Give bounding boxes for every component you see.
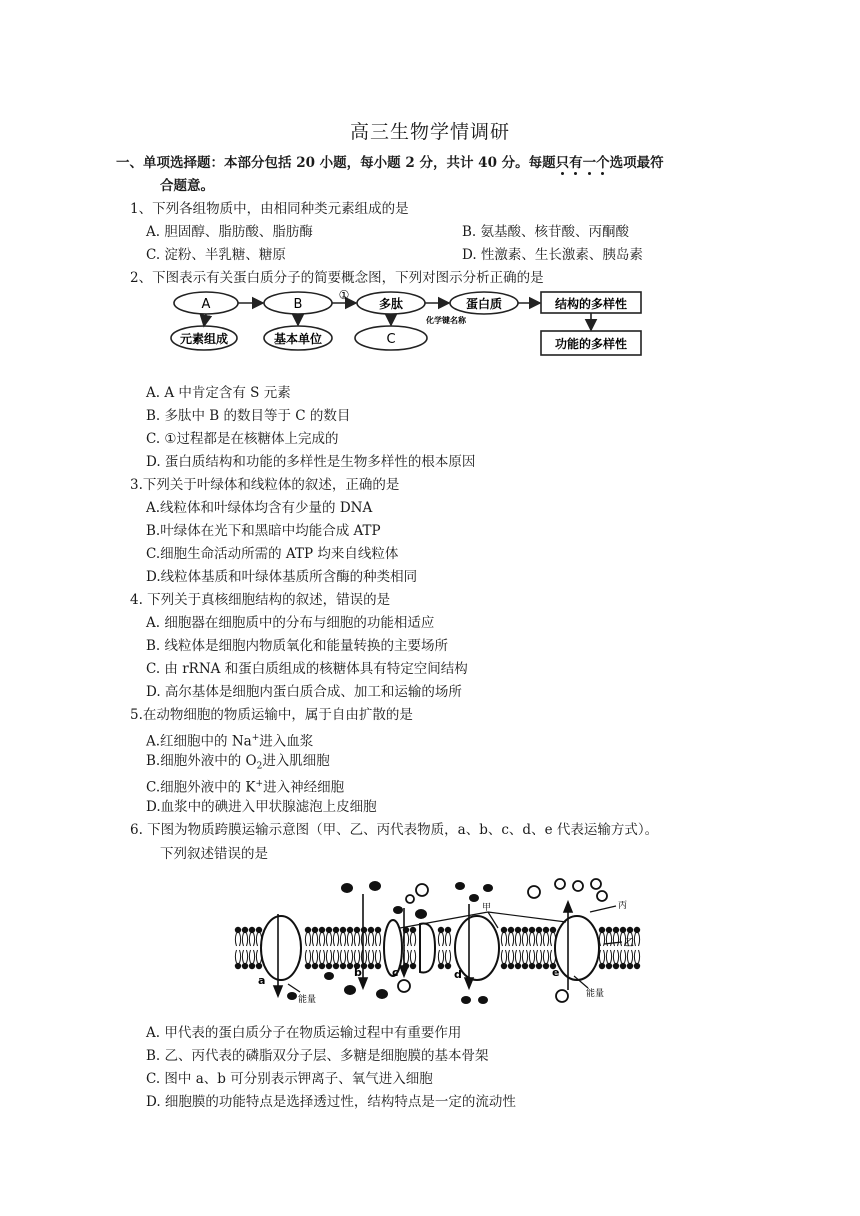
q1-option-c: C. 淀粉、半乳糖、糖原 bbox=[146, 247, 286, 263]
q5-option-d: D.血浆中的碘进入甲状腺滤泡上皮细胞 bbox=[146, 799, 377, 815]
emphasis-char: 个 bbox=[596, 155, 610, 171]
substance-label-yi: 乙 bbox=[624, 938, 634, 949]
q5-a-text-2: 进入血浆 bbox=[259, 733, 314, 750]
membrane-transport-diagram bbox=[230, 872, 650, 1016]
energy-label-2: 能量 bbox=[586, 989, 605, 999]
node-unit-label: 基本单位 bbox=[273, 332, 323, 346]
q6-option-b: B. 乙、丙代表的磷脂双分子层、多糖是细胞膜的基本骨架 bbox=[146, 1048, 489, 1064]
node-a-label: A bbox=[201, 297, 211, 312]
section-heading bbox=[116, 154, 664, 172]
emphasis-char: 一 bbox=[582, 155, 597, 171]
energy-label-1: 能量 bbox=[298, 995, 317, 1005]
q4-option-a: A. 细胞器在细胞质中的分布与细胞的功能相适应 bbox=[146, 615, 435, 631]
q6-option-c: C. 图中 a、b 可分别表示钾离子、氧气进入细胞 bbox=[146, 1071, 433, 1087]
q5-c-text: C.细胞外液中的 K bbox=[146, 779, 256, 796]
emphasis-char: 只 bbox=[555, 155, 570, 171]
q2-stem: 2、下图表示有关蛋白质分子的简要概念图，下列对图示分析正确的是 bbox=[130, 270, 544, 286]
section-heading-emphasis bbox=[556, 155, 610, 171]
node-structure-label: 结构的多样性 bbox=[554, 297, 628, 311]
page-title: 高三生物学情调研 bbox=[349, 121, 510, 143]
q5-b-text-2: 进入肌细胞 bbox=[262, 753, 330, 769]
node-c-label: C bbox=[386, 332, 396, 347]
q1-option-d: D. 性激素、生长激素、胰岛素 bbox=[462, 247, 643, 263]
transport-label-a: a bbox=[258, 974, 266, 987]
node-element-label: 元素组成 bbox=[179, 332, 229, 346]
q5-option-b bbox=[146, 752, 330, 776]
transport-label-c: c bbox=[392, 966, 399, 979]
q3-option-c: C.细胞生命活动所需的 ATP 均来自线粒体 bbox=[146, 546, 399, 562]
q5-b-sub: 2 bbox=[256, 761, 263, 772]
emphasis-char: 有 bbox=[569, 155, 583, 171]
substance-label-jia: 甲 bbox=[482, 903, 492, 913]
transport-label-d: d bbox=[454, 968, 462, 981]
membrane-protein-3 bbox=[420, 924, 435, 973]
substance-label-bing: 丙 bbox=[618, 901, 628, 911]
section-heading-line2: 合题意。 bbox=[160, 178, 214, 194]
section-heading-text: 一、单项选择题：本部分包括 20 小题，每小题 2 分，共计 40 分。每题 bbox=[116, 155, 556, 171]
node-function-label: 功能的多样性 bbox=[554, 337, 628, 351]
q4-option-b: B. 线粒体是细胞内物质氧化和能量转换的主要场所 bbox=[146, 638, 449, 654]
channel-protein-1 bbox=[261, 916, 301, 980]
pump-protein-5 bbox=[555, 916, 599, 980]
q5-c-sup: + bbox=[255, 779, 264, 789]
q5-a-text: A.红细胞中的 Na bbox=[146, 733, 252, 750]
transport-label-e: e bbox=[552, 966, 560, 979]
protein-concept-diagram bbox=[160, 287, 650, 365]
q3-option-d: D.线粒体基质和叶绿体基质所含酶的种类相同 bbox=[146, 569, 418, 585]
q5-c-text-2: 进入神经细胞 bbox=[263, 779, 345, 796]
q6-option-a: A. 甲代表的蛋白质分子在物质运输过程中有重要作用 bbox=[146, 1025, 462, 1041]
q1-option-b: B. 氨基酸、核苷酸、丙酮酸 bbox=[462, 224, 630, 240]
emphasis-text bbox=[556, 155, 610, 171]
q6-stem: 6. 下图为物质跨膜运输示意图（甲、乙、丙代表物质，a、b、c、d、e 代表运输方式）。 bbox=[130, 822, 659, 838]
node-b-label: B bbox=[293, 297, 303, 312]
q5-a-sup: + bbox=[251, 733, 260, 743]
q5-option-a bbox=[146, 729, 313, 751]
q4-option-d: D. 高尔基体是细胞内蛋白质合成、加工和运输的场所 bbox=[146, 684, 462, 700]
node-polypeptide-label: 多肽 bbox=[378, 297, 404, 311]
q2-option-b: B. 多肽中 B 的数目等于 C 的数目 bbox=[146, 408, 351, 424]
q4-stem: 4. 下列关于真核细胞结构的叙述，错误的是 bbox=[130, 592, 391, 608]
section-heading-text-2: 选项最符 bbox=[609, 155, 664, 171]
transport-label-b: b bbox=[354, 966, 362, 979]
q1-stem: 1、下列各组物质中，由相同种类元素组成的是 bbox=[130, 201, 409, 217]
q1-option-a: A. 胆固醇、脂肪酸、脂肪酶 bbox=[146, 224, 313, 240]
step-1-label: ① bbox=[338, 288, 350, 302]
node-protein-label: 蛋白质 bbox=[465, 297, 503, 311]
q6-option-d: D. 细胞膜的功能特点是选择透过性，结构特点是一定的流动性 bbox=[146, 1094, 516, 1110]
q3-option-b: B.叶绿体在光下和黑暗中均能合成 ATP bbox=[146, 523, 381, 539]
q2-option-d: D. 蛋白质结构和功能的多样性是生物多样性的根本原因 bbox=[146, 454, 476, 470]
q4-option-c: C. 由 rRNA 和蛋白质组成的核糖体具有特定空间结构 bbox=[146, 661, 468, 677]
q3-option-a: A.线粒体和叶绿体均含有少量的 DNA bbox=[146, 500, 373, 516]
q6-stem-line2: 下列叙述错误的是 bbox=[160, 846, 268, 862]
q2-option-a: A. A 中肯定含有 S 元素 bbox=[146, 385, 291, 401]
q5-option-c bbox=[146, 775, 344, 797]
q5-b-text: B.细胞外液中的 O bbox=[146, 753, 257, 769]
bond-name-label: 化学键名称 bbox=[426, 316, 466, 325]
q3-stem: 3.下列关于叶绿体和线粒体的叙述，正确的是 bbox=[130, 477, 400, 493]
q5-stem: 5.在动物细胞的物质运输中，属于自由扩散的是 bbox=[130, 707, 413, 723]
q2-option-c: C. ①过程都是在核糖体上完成的 bbox=[146, 431, 339, 447]
